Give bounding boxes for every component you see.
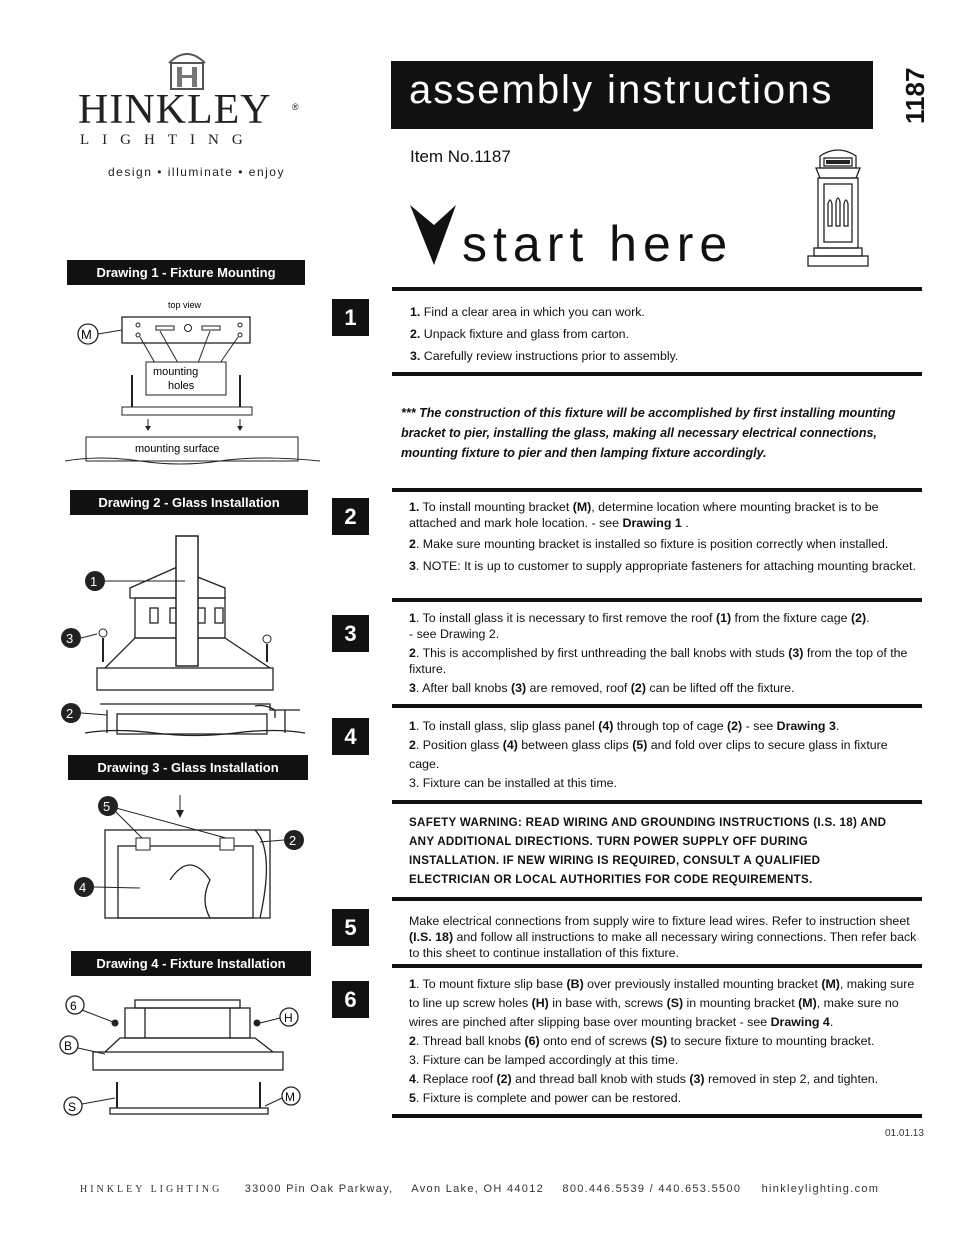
step-4-number: 4 — [332, 718, 369, 755]
brand-logo — [70, 40, 310, 185]
callout-6: 6 — [70, 999, 77, 1013]
callout-m: M — [81, 327, 92, 342]
divider — [392, 704, 922, 708]
drawing-1-label: Drawing 1 - Fixture Mounting — [67, 260, 305, 285]
callout-b: B — [64, 1039, 73, 1053]
mounting-holes-label-2: holes — [168, 380, 195, 392]
footer-city: Avon Lake, OH 44012 — [411, 1183, 545, 1195]
drawing-1-fixture-mounting — [60, 295, 330, 470]
mounting-holes-label-1: mounting — [153, 366, 199, 378]
callout-2: 2 — [66, 706, 74, 721]
divider — [392, 372, 922, 376]
step-6-text: 1. To mount fixture slip base (B) over previously installed mounting bracket (M), making sure to line up screw holes (H) in base with, screws (S) in mounting bracket (M), make sure no wires are pinched after slipping base over mounting bracket - see Drawing 4. 2. Thread ball knobs (6) onto end of screws (S) to secure fixture to mounting bracket. 3. Fixture can be lamped accordingly at this time. 4. Replace roof (2) and thread ball knob with studs (3) removed in step 2, and tighten. 5. Fixture is complete and power can be restored. — [409, 977, 915, 1105]
divider — [392, 964, 922, 968]
drawing-2-label: Drawing 2 - Glass Installation — [70, 490, 308, 515]
step-5-number: 5 — [332, 909, 369, 946]
step-1-number: 1 — [332, 299, 369, 336]
brand-name: HINKLEY — [78, 87, 272, 133]
divider — [392, 598, 922, 602]
safety-warning: SAFETY WARNING: READ WIRING AND GROUNDING INSTRUCTIONS (I.S. 18) AND ANY ADDITIONAL DIRECTIONS. TURN POWER SUPPLY OFF DURING INSTALLATION. IF NEW WIRING IS REQUIRED, CONSULT A QUALIFIED ELECTRICIAN OR LOCAL AUTHORITIES FOR CODE REQUIREMENTS. — [409, 816, 887, 886]
drawing-3-glass-installation — [60, 790, 320, 930]
callout-1: 1 — [90, 574, 98, 589]
step-5-text: Make electrical connections from supply wire to fixture lead wires. Refer to instruction sheet (I.S. 18) and follow all instructions to make all necessary wiring connections. Then refer back to this sheet to continue installation of this fixture. — [409, 914, 917, 960]
top-view-label: top view — [168, 300, 202, 310]
construction-note: *** The construction of this fixture will be accomplished by first installing mounting bracket to pier, installing the glass, making all necessary electrical connections, mounting fixture to pier and then lamping fixture accordingly. — [401, 406, 896, 460]
step-3-number: 3 — [332, 615, 369, 652]
footer-company: HINKLEY LIGHTING — [80, 1184, 223, 1195]
footer-web[interactable]: hinkleylighting.com — [761, 1183, 880, 1195]
step-1-text: 1. Find a clear area in which you can work. 2. Unpack fixture and glass from carton. 3. Carefully review instructions prior to assembly. — [410, 305, 679, 363]
registered-mark: ® — [292, 102, 299, 112]
step-2-text: 1. To install mounting bracket (M), determine location where mounting bracket is to be attached and mark hole location. - see Drawing 1 . 2. Make sure mounting bracket is installed so fixture is position correctly when installed. 3. NOTE: It is up to customer to supply appropriate fasteners for attaching mounting bracket. — [409, 500, 916, 573]
drawing-2-glass-installation — [55, 528, 315, 750]
brand-sub: LIGHTING — [80, 132, 256, 148]
divider — [392, 488, 922, 492]
divider — [392, 287, 922, 291]
callout-h: H — [284, 1011, 293, 1025]
callout-s: S — [68, 1100, 77, 1114]
callout-2-d3: 2 — [289, 833, 297, 848]
step-2-number: 2 — [332, 498, 369, 535]
footer-phone: 800.446.5539 / 440.653.5500 — [562, 1183, 742, 1195]
brand-tagline: design • illuminate • enjoy — [108, 165, 285, 179]
drawing-4-fixture-installation — [55, 990, 315, 1120]
revision-date: 01.01.13 — [885, 1128, 924, 1139]
divider — [392, 1114, 922, 1118]
step-4-text: 1. To install glass, slip glass panel (4) through top of cage (2) - see Drawing 3. 2. Position glass (4) between glass clips (5) and fold over clips to secure glass in fixture cage. 3. Fixture can be installed at this time. — [409, 719, 888, 790]
footer — [80, 1183, 910, 1195]
lantern-fixture-illustration — [806, 146, 870, 270]
mounting-surface-label: mounting surface — [135, 443, 220, 455]
model-number-vertical: 1187 — [900, 67, 930, 124]
step-6-number: 6 — [332, 981, 369, 1018]
item-number: Item No.1187 — [410, 147, 511, 166]
start-arrow-icon — [410, 205, 458, 267]
drawing-3-label: Drawing 3 - Glass Installation — [68, 755, 308, 780]
footer-address: 33000 Pin Oak Parkway, — [244, 1183, 394, 1195]
start-here-heading: start here — [462, 216, 734, 272]
logo-emblem-icon — [165, 45, 209, 91]
callout-3: 3 — [66, 631, 74, 646]
callout-4: 4 — [79, 880, 87, 895]
divider — [392, 800, 922, 804]
callout-5: 5 — [103, 799, 111, 814]
step-3-text: 1. To install glass it is necessary to first remove the roof (1) from the fixture cage (2). - see Drawing 2. 2. This is accomplished by first unthreading the ball knobs with studs (3) from the top of the fixture. 3. After ball knobs (3) are removed, roof (2) can be lifted off the fixture. — [409, 611, 908, 695]
callout-m-d4: M — [285, 1090, 295, 1104]
drawing-4-label: Drawing 4 - Fixture Installation — [71, 951, 311, 976]
divider — [392, 897, 922, 901]
page-title: assembly instructions — [391, 61, 873, 129]
